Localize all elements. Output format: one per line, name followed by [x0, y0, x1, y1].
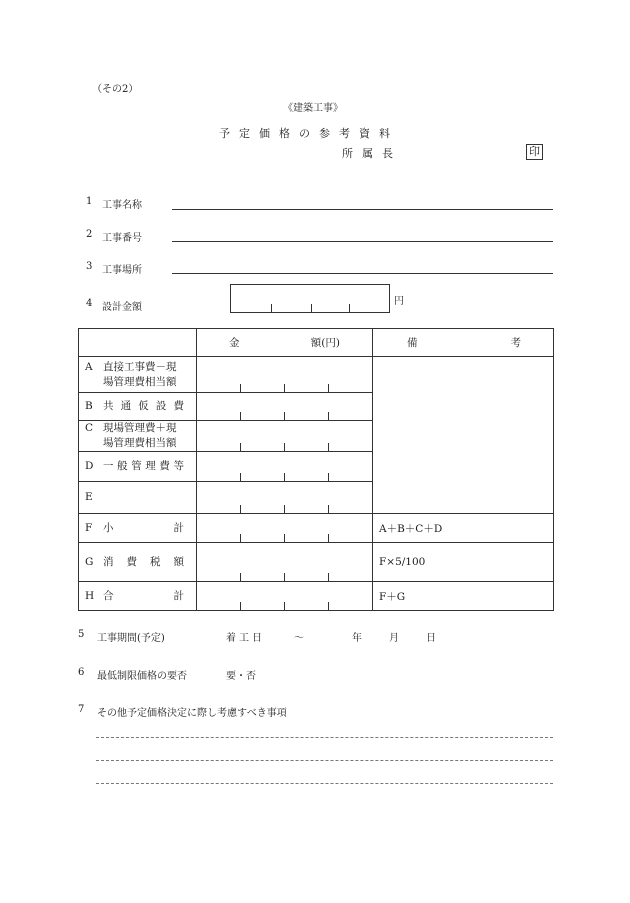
sheet-number: （その2）: [92, 84, 139, 95]
amount-cell[interactable]: [197, 482, 373, 514]
amount-cell[interactable]: [197, 514, 373, 543]
work-location-field[interactable]: [172, 273, 553, 274]
row-label: 直接工事費－現 場管理費相当額: [103, 360, 177, 388]
table-header-row: [79, 329, 554, 357]
row-label: 消 費 税 額: [103, 555, 184, 568]
design-amount-box[interactable]: [230, 284, 390, 313]
row-key: C: [85, 422, 94, 434]
amount-cell[interactable]: [197, 393, 373, 421]
header-remarks-cell: [373, 329, 554, 357]
row-label: 共 通 仮 設 費: [103, 400, 184, 412]
yen-unit: 円: [394, 296, 404, 307]
section-7-number: 7: [78, 704, 85, 715]
row-key: F: [85, 521, 93, 534]
remarks-cell-merged[interactable]: [373, 357, 554, 514]
amount-cell[interactable]: [197, 357, 373, 393]
row-label-cell: [79, 514, 197, 543]
row-key: A: [85, 360, 93, 373]
row-key: G: [85, 555, 94, 568]
field-3-label: 工事場所: [102, 265, 142, 276]
row-label-cell: [79, 357, 197, 393]
notes-line[interactable]: [96, 760, 553, 761]
cost-table: [78, 328, 554, 611]
header-amount-right: 額(円): [310, 337, 340, 349]
row-key: B: [85, 400, 93, 412]
work-category: 《建築工事》: [283, 103, 343, 114]
amount-cell[interactable]: [197, 543, 373, 582]
amount-cell[interactable]: [197, 421, 373, 452]
work-number-field[interactable]: [172, 241, 553, 242]
field-2-number: 2: [86, 229, 93, 240]
remarks-cell: A＋B＋C＋D: [373, 514, 554, 543]
row-label: 現場管理費＋現 場管理費相当額: [103, 422, 177, 449]
row-label-cell: [79, 452, 197, 482]
field-1-label: 工事名称: [102, 200, 142, 211]
amount-cell[interactable]: [197, 452, 373, 482]
section-7-label: その他予定価格決定に際し考慮すべき事項: [97, 708, 287, 719]
row-label: 合 計: [103, 589, 184, 602]
row-key: D: [85, 460, 94, 472]
table-row: [79, 582, 554, 611]
page-title: 予定価格の参考資料: [219, 127, 399, 140]
start-date-label: 着工日: [226, 633, 265, 644]
row-label: 一 般 管 理 費 等: [103, 460, 184, 472]
row-label: 小 計: [103, 521, 184, 534]
table-row: [79, 543, 554, 582]
notes-line[interactable]: [96, 783, 553, 784]
field-2-label: 工事番号: [102, 233, 142, 244]
field-4-label: 設計金額: [102, 302, 142, 313]
row-key: E: [85, 491, 93, 503]
notes-line[interactable]: [96, 737, 553, 738]
row-label-cell: [79, 482, 197, 514]
header-amount-left: 金: [229, 337, 240, 349]
month-unit: 月: [389, 633, 399, 644]
field-3-number: 3: [86, 261, 93, 272]
remarks-cell: F＋G: [373, 582, 554, 611]
row-label-cell: [79, 393, 197, 421]
remarks-cell: F×5/100: [373, 543, 554, 582]
section-5-number: 5: [78, 629, 85, 640]
table-row: [79, 357, 554, 393]
header-amount-cell: [197, 329, 373, 357]
header-remarks-left: 備: [407, 337, 418, 349]
header-blank-cell: [79, 329, 197, 357]
row-label-cell: [79, 421, 197, 452]
department-head-label: 所属長: [342, 147, 402, 160]
day-unit: 日: [426, 633, 436, 644]
work-name-field[interactable]: [172, 209, 553, 210]
row-key: H: [85, 589, 95, 602]
row-label-cell: [79, 543, 197, 582]
field-4-number: 4: [86, 298, 93, 309]
amount-cell[interactable]: [197, 582, 373, 611]
header-remarks-right: 考: [510, 337, 521, 349]
required-option[interactable]: 要・否: [226, 671, 256, 682]
year-unit: 年: [352, 633, 362, 644]
range-tilde: ～: [294, 633, 304, 644]
table-row: [79, 514, 554, 543]
field-1-number: 1: [86, 196, 93, 207]
row-label-cell: [79, 582, 197, 611]
section-6-number: 6: [78, 667, 85, 678]
section-6-label: 最低制限価格の要否: [97, 671, 187, 682]
section-5-label: 工事期間(予定): [97, 633, 165, 644]
seal-box: 印: [526, 144, 543, 160]
